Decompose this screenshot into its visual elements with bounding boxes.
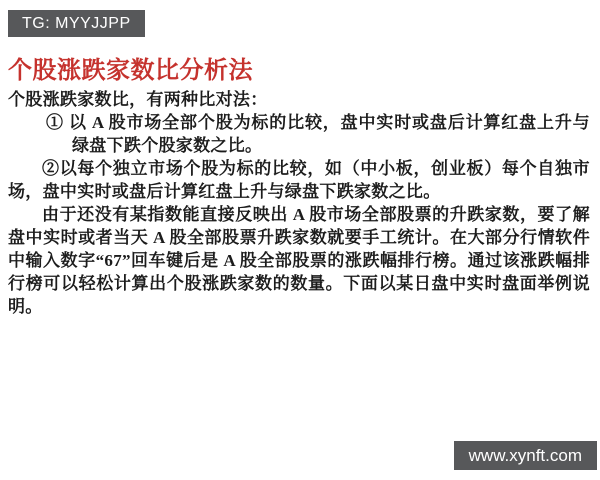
list-item-2: ②以每个独立市场个股为标的比较，如（中小板，创业板）每个自独市场，盘中实时或盘后计算红盘上升与绿盘下跌家数之比。 xyxy=(8,159,590,201)
watermark-telegram-badge: TG: MYYJJPP xyxy=(8,10,145,37)
body-text xyxy=(8,88,590,318)
watermark-website-badge: www.xynft.com xyxy=(454,441,597,470)
page-title: 个股涨跌家数比分析法 xyxy=(8,58,253,84)
intro-line: 个股涨跌家数比，有两种比对法： xyxy=(8,90,268,109)
paragraph: 由于还没有某指数能直接反映出 A 股市场全部股票的升跌家数，要了解盘中实时或者当天 A 股全部股票升跌家数就要手工统计。在大部分行情软件中输入数字“67”回车键后是 A 股全部股票的涨跌幅排行榜。通过该涨跌幅排行榜可以轻松计算出个股涨跌家数的数量。下面以某日盘中实时盘面举例说明。 xyxy=(8,205,590,316)
list-item-1: ① 以 A 股市场全部个股为标的比较，盘中实时或盘后计算红盘上升与绿盘下跌个股家数之比。 xyxy=(46,113,590,155)
